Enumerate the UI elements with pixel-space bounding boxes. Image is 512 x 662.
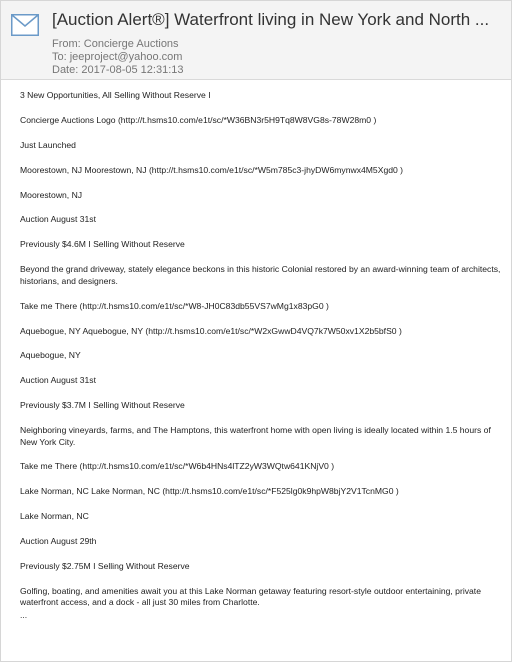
body-paragraph: Aquebogue, NY Aquebogue, NY (http://t.hsms10.com/e1t/sc/*W2xGwwD4VQ7k7W50xv1X2b5bfS0 ) — [20, 325, 402, 336]
body-paragraph: Lake Norman, NC Lake Norman, NC (http://t.hsms10.com/e1t/sc/*F525lg0k9hpW8bjY2V1TcnMG0 ) — [20, 486, 399, 497]
body-paragraph: 3 New Opportunities, All Selling Without Reserve I — [20, 90, 211, 100]
body-paragraph: Concierge Auctions Logo (http://t.hsms10.com/e1t/sc/*W36BN3r5H9Tq8W8VG8s-78W28m0 ) — [20, 114, 377, 125]
body-paragraph: Previously $2.75M I Selling Without Reserve — [20, 561, 190, 572]
email-subject: [Auction Alert®] Waterfront living in New York and North ... — [52, 10, 490, 29]
envelope-icon — [11, 14, 39, 36]
body-paragraph: Previously $3.7M I Selling Without Reserve — [20, 400, 185, 411]
email-body — [20, 90, 504, 622]
email-from: From: Concierge Auctions — [52, 38, 179, 50]
body-paragraph: Previously $4.6M I Selling Without Reserve — [20, 239, 185, 250]
email-to: To: jeeproject@yahoo.com — [52, 51, 183, 63]
body-paragraph: Take me There (http://t.hsms10.com/e1t/sc/*W8-JH0C83db55VS7wMg1x83pG0 ) — [20, 300, 329, 311]
body-paragraph: Lake Norman, NC — [20, 511, 89, 522]
email-header — [1, 1, 511, 80]
body-paragraph: Beyond the grand driveway, stately elegance beckons in this historic Colonial restored by an award-winning team of architects, historians, and designers. — [20, 264, 501, 286]
body-paragraph: Aquebogue, NY — [20, 350, 81, 361]
body-paragraph: Neighboring vineyards, farms, and The Hamptons, this waterfront home with open living is ideally located within 1.5 hours of New York City. — [20, 425, 491, 447]
body-paragraph: Auction August 29th — [20, 536, 97, 547]
body-paragraph: Auction August 31st — [20, 375, 96, 386]
email-date: Date: 2017-08-05 12:31:13 — [52, 64, 184, 76]
body-paragraph: Take me There (http://t.hsms10.com/e1t/sc/*W6b4HNs4lTZ2yW3WQtw641KNjV0 ) — [20, 461, 335, 472]
body-paragraph: Moorestown, NJ — [20, 189, 83, 200]
body-paragraph: Just Launched — [20, 139, 76, 150]
truncation-ellipsis: ... — [20, 610, 28, 621]
body-paragraph: Moorestown, NJ Moorestown, NJ (http://t.hsms10.com/e1t/sc/*W5m785c3-jhyDW6mynwx4M5Xgd0 ) — [20, 164, 404, 175]
body-paragraph: Auction August 31st — [20, 214, 96, 225]
body-paragraph: Golfing, boating, and amenities await you at this Lake Norman getaway featuring resort-style outdoor entertaining, private waterfront access, and a dock - all just 30 miles from Charlotte. — [20, 585, 481, 608]
